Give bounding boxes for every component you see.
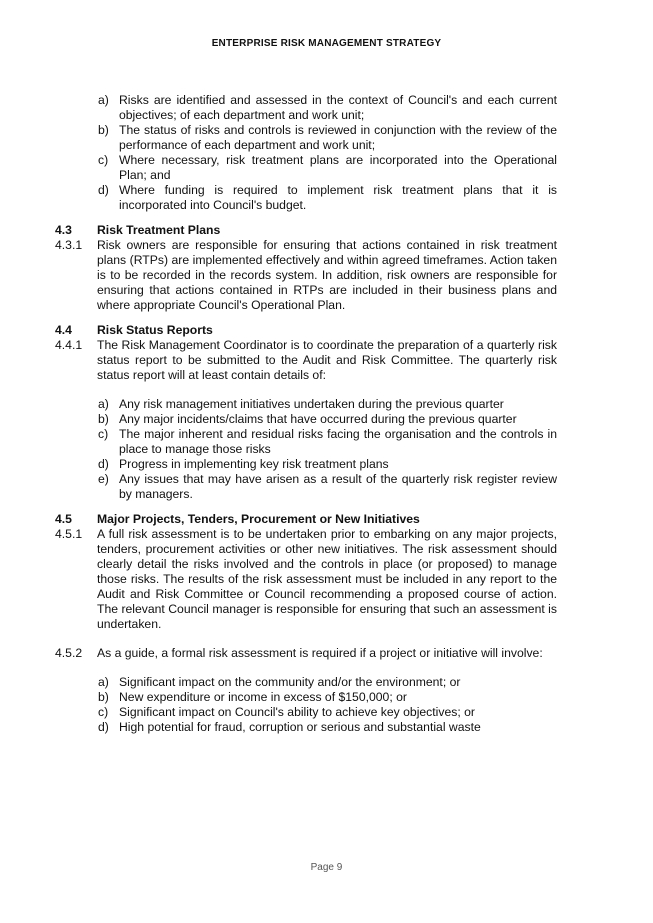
list-item-text: Where necessary, risk treatment plans are incorporated into the Operational Plan; and bbox=[119, 153, 557, 182]
paragraph-text: Risk owners are responsible for ensuring that actions contained in risk treatment plans (RTPs) are implemented effectively and within agreed timeframes. Action taken is to be recorded in the records system. In addition, risk owners are responsible for ensuring that actions contained in RTPs are included in their business plans and where appropriate Council's Operational Plan. bbox=[97, 238, 557, 312]
paragraph-text: As a guide, a formal risk assessment is required if a project or initiative will involve: bbox=[97, 646, 543, 660]
list-marker: d) bbox=[98, 183, 109, 197]
paragraph-text: The Risk Management Coordinator is to coordinate the preparation of a quarterly risk status report to be submitted to the Audit and Risk Committee. The quarterly risk status report will at least contain details of: bbox=[97, 338, 557, 382]
section-4-4 bbox=[55, 323, 557, 383]
list-marker: c) bbox=[98, 705, 109, 719]
spacer bbox=[97, 383, 557, 397]
list-marker: c) bbox=[98, 427, 109, 441]
list-item bbox=[57, 412, 557, 427]
list-item-text: The major inherent and residual risks facing the organisation and the controls in place to manage those risks bbox=[119, 427, 557, 456]
list-item bbox=[57, 427, 557, 457]
status-report-list bbox=[97, 397, 557, 502]
page-number: Page 9 bbox=[310, 862, 343, 873]
paragraph-4-5-2 bbox=[55, 646, 557, 661]
list-item-text: Significant impact on Council's ability to achieve key objectives; or bbox=[119, 705, 475, 719]
paragraph-4-4-1 bbox=[55, 338, 557, 383]
section-4-3 bbox=[55, 223, 557, 313]
list-item bbox=[57, 705, 557, 720]
section-heading bbox=[55, 323, 557, 338]
list-item-text: Any issues that may have arisen as a result of the quarterly risk register review by managers. bbox=[119, 472, 557, 501]
list-marker: b) bbox=[98, 690, 109, 704]
list-marker: b) bbox=[98, 412, 109, 426]
section-number: 4.5 bbox=[55, 512, 72, 526]
list-item-text: Risks are identified and assessed in the context of Council's and each current objectives; of each department and work unit; bbox=[119, 93, 557, 122]
paragraph-number: 4.4.1 bbox=[55, 338, 83, 352]
intro-list bbox=[97, 93, 557, 213]
list-marker: d) bbox=[98, 457, 109, 471]
page-content bbox=[55, 93, 557, 735]
section-heading bbox=[55, 512, 557, 527]
section-heading bbox=[55, 223, 557, 238]
list-item-text: The status of risks and controls is reviewed in conjunction with the review of the performance of each department and work unit; bbox=[119, 123, 557, 152]
list-marker: c) bbox=[98, 153, 109, 167]
section-number: 4.4 bbox=[55, 323, 72, 337]
list-item bbox=[57, 183, 557, 213]
list-item-text: Any major incidents/claims that have occurred during the previous quarter bbox=[119, 412, 517, 426]
spacer bbox=[55, 632, 557, 646]
paragraph-number: 4.3.1 bbox=[55, 238, 83, 252]
paragraph-number: 4.5.2 bbox=[55, 646, 83, 660]
list-item bbox=[57, 153, 557, 183]
list-item bbox=[57, 93, 557, 123]
list-item bbox=[57, 123, 557, 153]
list-item bbox=[57, 720, 557, 735]
paragraph-text: A full risk assessment is to be undertaken prior to embarking on any major projects, tenders, procurement activities or other new initiatives. The risk assessment should clearly detail the risks involved and the controls in place (or proposed) to manage those risks. The results of the risk assessment must be included in any report to the Audit and Risk Committee or Council recommending a proposed course of action. The relevant Council manager is responsible for ensuring that such an assessment is undertaken. bbox=[97, 527, 557, 631]
list-marker: d) bbox=[98, 720, 109, 734]
list-item bbox=[57, 690, 557, 705]
list-marker: a) bbox=[98, 675, 109, 689]
list-item bbox=[57, 457, 557, 472]
list-item-text: Significant impact on the community and/or the environment; or bbox=[119, 675, 461, 689]
list-item bbox=[57, 397, 557, 412]
section-title: Risk Status Reports bbox=[97, 323, 213, 337]
list-item-text: Where funding is required to implement risk treatment plans that it is incorporated into Council's budget. bbox=[119, 183, 557, 212]
list-item bbox=[57, 675, 557, 690]
page-header-title: ENTERPRISE RISK MANAGEMENT STRATEGY bbox=[211, 38, 442, 49]
list-item-text: High potential for fraud, corruption or serious and substantial waste bbox=[119, 720, 481, 734]
assessment-criteria-list bbox=[97, 675, 557, 735]
section-number: 4.3 bbox=[55, 223, 72, 237]
section-title: Risk Treatment Plans bbox=[97, 223, 221, 237]
list-item bbox=[57, 472, 557, 502]
list-item-text: Any risk management initiatives undertaken during the previous quarter bbox=[119, 397, 504, 411]
list-marker: a) bbox=[98, 93, 109, 107]
paragraph-4-3-1 bbox=[55, 238, 557, 313]
list-marker: e) bbox=[98, 472, 109, 486]
paragraph-4-5-1 bbox=[55, 527, 557, 632]
section-4-5 bbox=[55, 512, 557, 661]
section-title: Major Projects, Tenders, Procurement or New Initiatives bbox=[97, 512, 420, 526]
list-marker: a) bbox=[98, 397, 109, 411]
paragraph-number: 4.5.1 bbox=[55, 527, 83, 541]
spacer bbox=[97, 661, 557, 675]
list-item-text: Progress in implementing key risk treatment plans bbox=[119, 457, 389, 471]
list-marker: b) bbox=[98, 123, 109, 137]
list-item-text: New expenditure or income in excess of $150,000; or bbox=[119, 690, 407, 704]
